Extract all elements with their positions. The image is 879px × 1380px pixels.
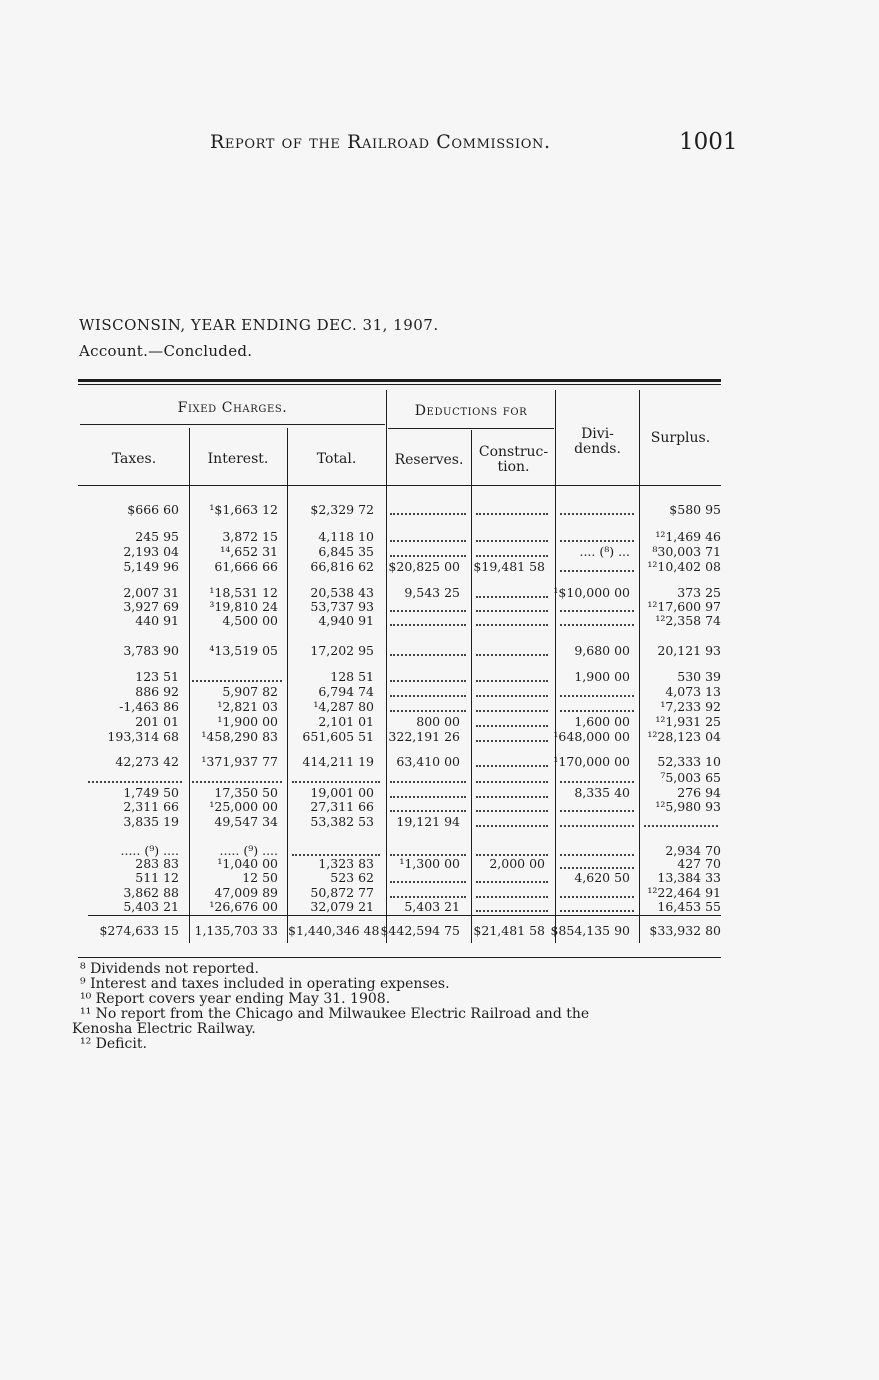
reserves-cell: 19,121 94 [396,814,460,829]
total-cell: 6,845 35 [318,544,374,559]
footnote-11: ¹¹ No report from the Chicago and Milwaukee Electric Railroad and the [80,1006,590,1022]
total-cell: 128 51 [330,669,374,684]
surplus-cell: ¹²2,358 74 [655,613,721,628]
dot-leader [476,825,548,827]
interest-cell: ¹⁴,652 31 [220,544,278,559]
dividends-cell: ¹648,000 00 [553,729,630,744]
footnote-9: ⁹ Interest and taxes included in operating expenses. [80,976,450,992]
dot-leader [476,624,548,626]
taxes-column-header: Taxes. [111,451,157,467]
interest-cell: 49,547 34 [214,814,278,829]
total-cell: 1,323 83 [318,856,374,871]
reserves-cell: 800 00 [416,714,460,729]
surplus-cell: ⁷5,003 65 [660,770,721,785]
totals-construction: $21,481 58 [473,923,545,938]
reserves-column-header: Reserves. [394,452,464,468]
surplus-cell: ¹7,233 92 [660,699,721,714]
fixed-charges-group-header: Fixed Charges. [177,400,288,416]
footnote-8: ⁸ Dividends not reported. [80,961,259,977]
total-cell: 523 62 [330,870,374,885]
total-cell: 414,211 19 [302,754,374,769]
reserves-cell: 322,191 26 [388,729,460,744]
surplus-cell: ¹²5,980 93 [655,799,721,814]
state-year-heading: WISCONSIN, YEAR ENDING DEC. 31, 1907. [79,316,439,334]
dividends-cell: ¹$10,000 00 [553,585,630,600]
dividends-cell: 1,600 00 [574,714,630,729]
construction-column-header [472,445,555,475]
fixed-charges-rule [80,424,385,425]
taxes-cell: 5,149 96 [123,559,179,574]
interest-cell: ¹1,040 00 [217,856,278,871]
dot-leader [560,910,634,912]
dot-leader [560,710,634,712]
table-top-rule-thin [78,384,721,385]
dot-leader [560,695,634,697]
dot-leader [390,796,466,798]
dividends-cell: 1,900 00 [574,669,630,684]
surplus-cell: 52,333 10 [657,754,721,769]
taxes-cell: -1,463 86 [119,699,179,714]
dot-leader [476,740,548,742]
taxes-cell: 283 83 [135,856,179,871]
dot-leader [390,540,466,542]
surplus-cell: 276 94 [677,785,721,800]
reserves-cell: 9,543 25 [404,585,460,600]
dot-leader [390,695,466,697]
dot-leader [476,513,548,515]
taxes-cell: 2,007 31 [123,585,179,600]
construction-header-line-2: tion. [497,459,530,475]
taxes-cell: 440 91 [135,613,179,628]
total-cell: ¹4,287 80 [313,699,374,714]
dot-leader [390,781,466,783]
running-title: Report of the Railroad Commission. [210,131,551,153]
reserves-cell: 5,403 21 [404,899,460,914]
total-cell: $2,329 72 [310,502,374,517]
dot-leader [476,796,548,798]
taxes-cell: 3,927 69 [123,599,179,614]
total-cell: 32,079 21 [310,899,374,914]
interest-cell: ³19,810 24 [209,599,278,614]
interest-cell: 3,872 15 [222,529,278,544]
dot-leader [476,910,548,912]
total-cell: 19,001 00 [310,785,374,800]
dot-leader [390,610,466,612]
surplus-cell: ¹²10,402 08 [647,559,721,574]
interest-cell: 17,350 50 [214,785,278,800]
dot-leader [390,654,466,656]
totals-surplus: $33,932 80 [649,923,721,938]
dot-leader [88,781,182,783]
column-divider [555,390,556,943]
surplus-cell: 20,121 93 [657,643,721,658]
dot-leader [476,654,548,656]
total-cell: 2,101 01 [318,714,374,729]
totals-taxes: $274,633 15 [99,923,179,938]
total-cell: 50,872 77 [310,885,374,900]
header-bottom-rule [78,485,721,486]
dot-leader [476,710,548,712]
construction-header-line-1: Construc- [478,444,549,460]
dot-leader [476,695,548,697]
interest-cell: ¹458,290 83 [201,729,278,744]
account-heading: Account.—Concluded. [79,342,253,360]
dot-leader [644,825,718,827]
footnote-11-continued: Kenosha Electric Railway. [72,1021,256,1037]
dot-leader [390,555,466,557]
interest-cell: ⁴13,519 05 [209,643,278,658]
surplus-cell: $580 95 [669,502,721,517]
dot-leader [560,540,634,542]
total-column-header: Total. [316,451,357,467]
construction-cell: 2,000 00 [489,856,545,871]
dividends-column-header [556,427,639,457]
dot-leader [560,624,634,626]
surplus-cell: 16,453 55 [657,899,721,914]
surplus-column-header: Surplus. [650,430,711,446]
total-cell: 20,538 43 [310,585,374,600]
dividends-cell: .... (⁸) ... [579,544,630,559]
dot-leader [476,765,548,767]
total-cell: 53,382 53 [310,814,374,829]
dot-leader [390,896,466,898]
table-top-rule [78,379,721,382]
interest-cell: ¹25,000 00 [209,799,278,814]
taxes-cell: ..... (⁹) .... [120,843,179,858]
dot-leader [476,881,548,883]
dot-leader [476,810,548,812]
interest-cell: 4,500 00 [222,613,278,628]
construction-cell: $19,481 58 [473,559,545,574]
deductions-group-header: Deductions for [414,403,528,419]
surplus-cell: ¹²1,931 25 [655,714,721,729]
taxes-cell: 511 12 [135,870,179,885]
total-cell: 651,605 51 [302,729,374,744]
table-bottom-rule [78,957,721,958]
interest-cell: ¹371,937 77 [201,754,278,769]
surplus-cell: ⁸30,003 71 [652,544,721,559]
surplus-cell: ¹²1,469 46 [655,529,721,544]
dot-leader [476,680,548,682]
totals-interest: 1,135,703 33 [194,923,278,938]
interest-cell: 47,009 89 [214,885,278,900]
dividends-cell: 8,335 40 [574,785,630,800]
interest-cell: ..... (⁹) .... [219,843,278,858]
surplus-cell: 373 25 [677,585,721,600]
dividends-cell: 9,680 00 [574,643,630,658]
total-cell: 6,794 74 [318,684,374,699]
total-cell: 66,816 62 [310,559,374,574]
reserves-cell: 63,410 00 [396,754,460,769]
surplus-cell: 13,384 33 [657,870,721,885]
surplus-cell: 4,073 13 [665,684,721,699]
interest-cell: ¹2,821 03 [217,699,278,714]
dot-leader [560,513,634,515]
dot-leader [560,781,634,783]
taxes-cell: 1,749 50 [123,785,179,800]
surplus-cell: ¹²17,600 97 [647,599,721,614]
surplus-cell: ¹²28,123 04 [647,729,721,744]
total-cell: 4,118 10 [318,529,374,544]
taxes-cell: 886 92 [135,684,179,699]
surplus-cell: ¹²22,464 91 [647,885,721,900]
dot-leader [560,610,634,612]
footnotes [72,961,740,1052]
dot-leader [390,513,466,515]
surplus-cell: 2,934 70 [665,843,721,858]
dot-leader [390,624,466,626]
taxes-cell: $666 60 [127,502,179,517]
interest-cell: ¹18,531 12 [209,585,278,600]
interest-cell: 12 50 [242,870,278,885]
dot-leader [476,725,548,727]
dot-leader [390,881,466,883]
taxes-cell: 3,862 88 [123,885,179,900]
dot-leader [476,896,548,898]
total-cell: 27,311 66 [310,799,374,814]
interest-cell: ¹$1,663 12 [209,502,278,517]
total-cell: 17,202 95 [310,643,374,658]
dot-leader [560,810,634,812]
interest-cell: 5,907 82 [222,684,278,699]
taxes-cell: 5,403 21 [123,899,179,914]
taxes-cell: 42,273 42 [115,754,179,769]
dot-leader [192,680,282,682]
totals-rule [88,915,721,916]
dot-leader [476,596,548,598]
dividends-header-line-2: dends. [574,441,621,457]
dot-leader [476,610,548,612]
surplus-cell: 530 39 [677,669,721,684]
taxes-cell: 245 95 [135,529,179,544]
dividends-cell: 4,620 50 [574,870,630,885]
taxes-cell: 2,193 04 [123,544,179,559]
dot-leader [560,825,634,827]
dividends-cell: ¹170,000 00 [553,754,630,769]
dot-leader [476,540,548,542]
dot-leader [560,854,634,856]
dot-leader [560,570,634,572]
interest-column-header: Interest. [207,451,269,467]
dot-leader [292,781,380,783]
interest-cell: ¹1,900 00 [217,714,278,729]
taxes-cell: 3,835 19 [123,814,179,829]
deductions-rule [388,428,554,429]
reserves-cell: ¹1,300 00 [399,856,460,871]
surplus-cell: 427 70 [677,856,721,871]
dot-leader [560,896,634,898]
interest-cell: ¹26,676 00 [209,899,278,914]
total-cell: 4,940 91 [318,613,374,628]
dot-leader [390,680,466,682]
taxes-cell: 201 01 [135,714,179,729]
taxes-cell: 3,783 90 [123,643,179,658]
footnote-12: ¹² Deficit. [80,1036,147,1052]
taxes-cell: 2,311 66 [123,799,179,814]
taxes-cell: 123 51 [135,669,179,684]
dot-leader [476,555,548,557]
reserves-cell: $20,825 00 [388,559,460,574]
dot-leader [560,867,634,869]
totals-reserves: $442,594 75 [380,923,460,938]
dot-leader [192,781,282,783]
dot-leader [390,810,466,812]
dot-leader [476,781,548,783]
dot-leader [390,710,466,712]
totals-dividends: $854,135 90 [550,923,630,938]
totals-total: $1,440,346 48 [288,923,380,938]
footnote-10: ¹⁰ Report covers year ending May 31. 1908. [80,991,391,1007]
total-cell: 53,737 93 [310,599,374,614]
page-number: 1001 [679,129,738,155]
interest-cell: 61,666 66 [214,559,278,574]
taxes-cell: 193,314 68 [107,729,179,744]
dividends-header-line-1: Divi- [581,426,614,442]
